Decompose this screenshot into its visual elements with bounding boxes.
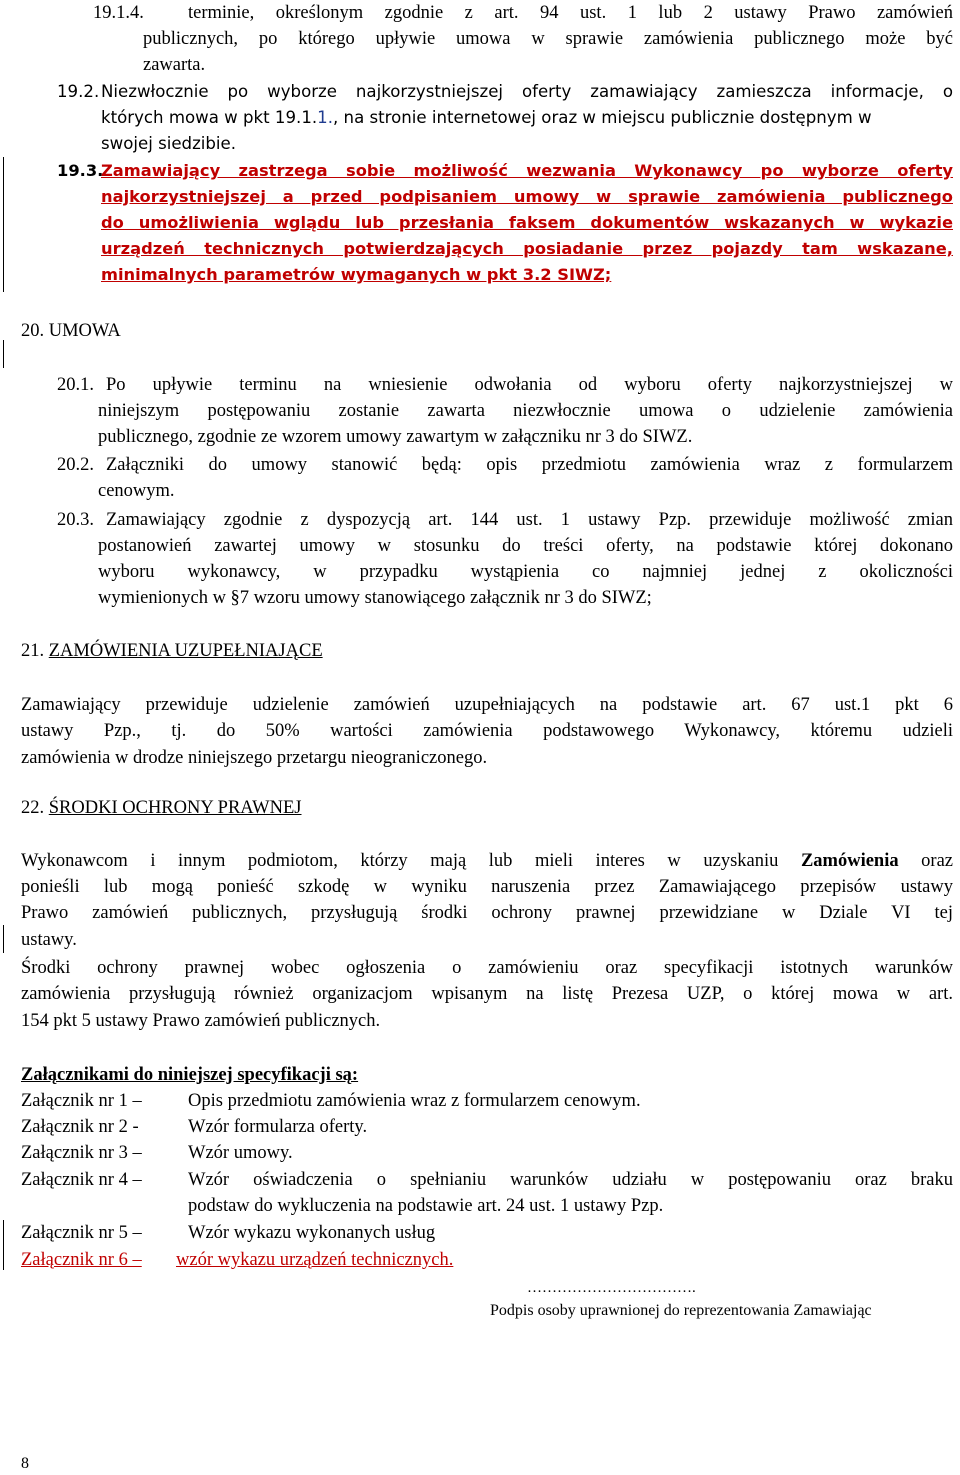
section-number: 19.2. [57,82,100,101]
paragraph-line: Niezwłocznie po wyborze najkorzystniejszej oferty zamawiający zamieszcza informacje, o [101,82,953,101]
attachment-label: Załącznik nr 5 – [21,1223,142,1243]
section-number: 19.3. [57,161,104,180]
heading-21: 21. ZAMÓWIENIA UZUPEŁNIAJĄCE [21,641,323,661]
attachment-label: Załącznik nr 1 – [21,1091,142,1111]
revision-bar-4 [3,1220,4,1270]
paragraph-line: wyboru wykonawcy, w przypadku wystąpienia co najmniej jednej z okoliczności [98,562,953,582]
section-number: 20.2. [57,455,94,475]
red-paragraph-line: minimalnych parametrów wymaganych w pkt 3.2 SIWZ; [101,265,612,284]
page-number: 8 [21,1455,29,1472]
paragraph-line: Zamawiający przewiduje udzielenie zamówień uzupełniających na podstawie art. 67 ust.1 pkt 6 [21,695,953,715]
red-paragraph-line: Zamawiający zastrzega sobie możliwość wezwania Wykonawcy po wyborze oferty [101,161,953,180]
heading-title: UMOWA [48,321,121,341]
attachment-text: wzór wykazu urządzeń technicznych. [176,1250,454,1270]
paragraph-line: zawarta. [143,55,206,75]
signature-caption: Podpis osoby uprawnionej do reprezentowania Zamawiając [490,1302,872,1319]
paragraph-line: niniejszym postępowaniu zostanie zawarta niezwłocznie umowa o udzielenie zamówienia [98,401,953,421]
paragraph-line: Wykonawcom i innym podmiotom, którzy mają lub mieli interes w uzyskaniu Zamówienia oraz [21,851,953,871]
bold-term: Zamówienia [800,851,899,871]
attachments-heading: Załącznikami do niniejszej specyfikacji są: [21,1065,359,1085]
attachment-text: Wzór oświadczenia o spełnianiu warunków udziału w postępowaniu oraz braku [188,1170,953,1190]
paragraph-line: ponieśli lub mogą ponieść szkodę w wyniku naruszenia przez Zamawiającego przepisów ustawy [21,877,953,897]
red-paragraph-line: najkorzystniejszej a przed podpisaniem umowy w sprawie zamówienia publicznego [101,187,953,206]
signature-line: ……………………………. [527,1280,696,1296]
heading-title: ZAMÓWIENIA UZUPEŁNIAJĄCE [48,641,323,661]
attachment-text: Opis przedmiotu zamówienia wraz z formularzem cenowym. [188,1091,641,1111]
red-paragraph-line: do umożliwienia wglądu lub przesłania faksem dokumentów wskazanych w wykazie [101,213,953,232]
red-paragraph-line: urządzeń technicznych potwierdzających posiadanie przez pojazdy tam wskazane, [101,239,953,258]
section-number: 19.1.4. [93,3,144,23]
paragraph-line: publicznych, po którego upływie umowa w sprawie zamówienia publicznego może być [143,29,953,49]
section-number: 20.3. [57,510,94,530]
attachment-text: Wzór umowy. [188,1143,293,1163]
attachment-label: Załącznik nr 6 – [21,1250,142,1270]
paragraph-line: Prawo zamówień publicznych, przysługują środki ochrony prawnej przewidziane w Dziale VI tej [21,903,953,923]
paragraph-line: cenowym. [98,481,175,501]
section-number: 20.1. [57,375,94,395]
paragraph-line: 154 pkt 5 ustawy Prawo zamówień publicznych. [21,1011,381,1031]
blue-reference: 1. [317,108,333,127]
heading-22: 22. ŚRODKI OCHRONY PRAWNEJ [21,798,302,818]
paragraph-line: Załączniki do umowy stanowić będą: opis przedmiotu zamówienia wraz z formularzem [106,455,953,475]
paragraph-line: terminie, określonym zgodnie z art. 94 ust. 1 lub 2 ustawy Prawo zamówień [188,3,953,23]
paragraph-line: zamówienia przysługują również organizacjom wpisanym na listę Prezesa UZP, o której mowa w art. [21,984,953,1004]
revision-bar-1 [3,157,4,292]
paragraph-line: ustawy Pzp., tj. do 50% wartości zamówienia podstawowego Wykonawcy, któremu udzieli [21,721,953,741]
paragraph-line: których mowa w pkt 19.1.1., na stronie internetowej oraz w miejscu publicznie dostępnym w [101,108,872,127]
paragraph-line: wymienionych w §7 wzoru umowy stanowiącego załącznik nr 3 do SIWZ; [98,588,652,608]
heading-title: ŚRODKI OCHRONY PRAWNEJ [48,798,302,818]
paragraph-line: Środki ochrony prawnej wobec ogłoszenia o zamówieniu oraz specyfikacji istotnych warunków [21,958,953,978]
paragraph-line: Zamawiający zgodnie z dyspozycją art. 144 ust. 1 ustawy Pzp. przewiduje możliwość zmian [106,510,953,530]
attachment-text: Wzór formularza oferty. [188,1117,368,1137]
revision-bar-2 [3,340,4,368]
attachment-label: Załącznik nr 3 – [21,1143,142,1163]
paragraph-line: ustawy. [21,930,77,950]
paragraph-line: swojej siedzibie. [101,134,237,153]
paragraph-line: publicznego, zgodnie ze wzorem umowy zawartym w załączniku nr 3 do SIWZ. [98,427,693,447]
revision-bar-3 [3,925,4,953]
attachment-text-continued: podstaw do wykluczenia na podstawie art. 24 ust. 1 ustawy Pzp. [188,1196,664,1216]
paragraph-line: Po upływie terminu na wniesienie odwołania od wyboru oferty najkorzystniejszej w [106,375,953,395]
paragraph-line: zamówienia w drodze niniejszego przetargu nieograniczonego. [21,748,488,768]
heading-20: 20. UMOWA [21,321,121,341]
paragraph-line: postanowień zawartej umowy w stosunku do treści oferty, na podstawie której dokonano [98,536,953,556]
attachment-text: Wzór wykazu wykonanych usług [188,1223,436,1243]
attachment-label: Załącznik nr 4 – [21,1170,142,1190]
attachment-label: Załącznik nr 2 - [21,1117,139,1137]
